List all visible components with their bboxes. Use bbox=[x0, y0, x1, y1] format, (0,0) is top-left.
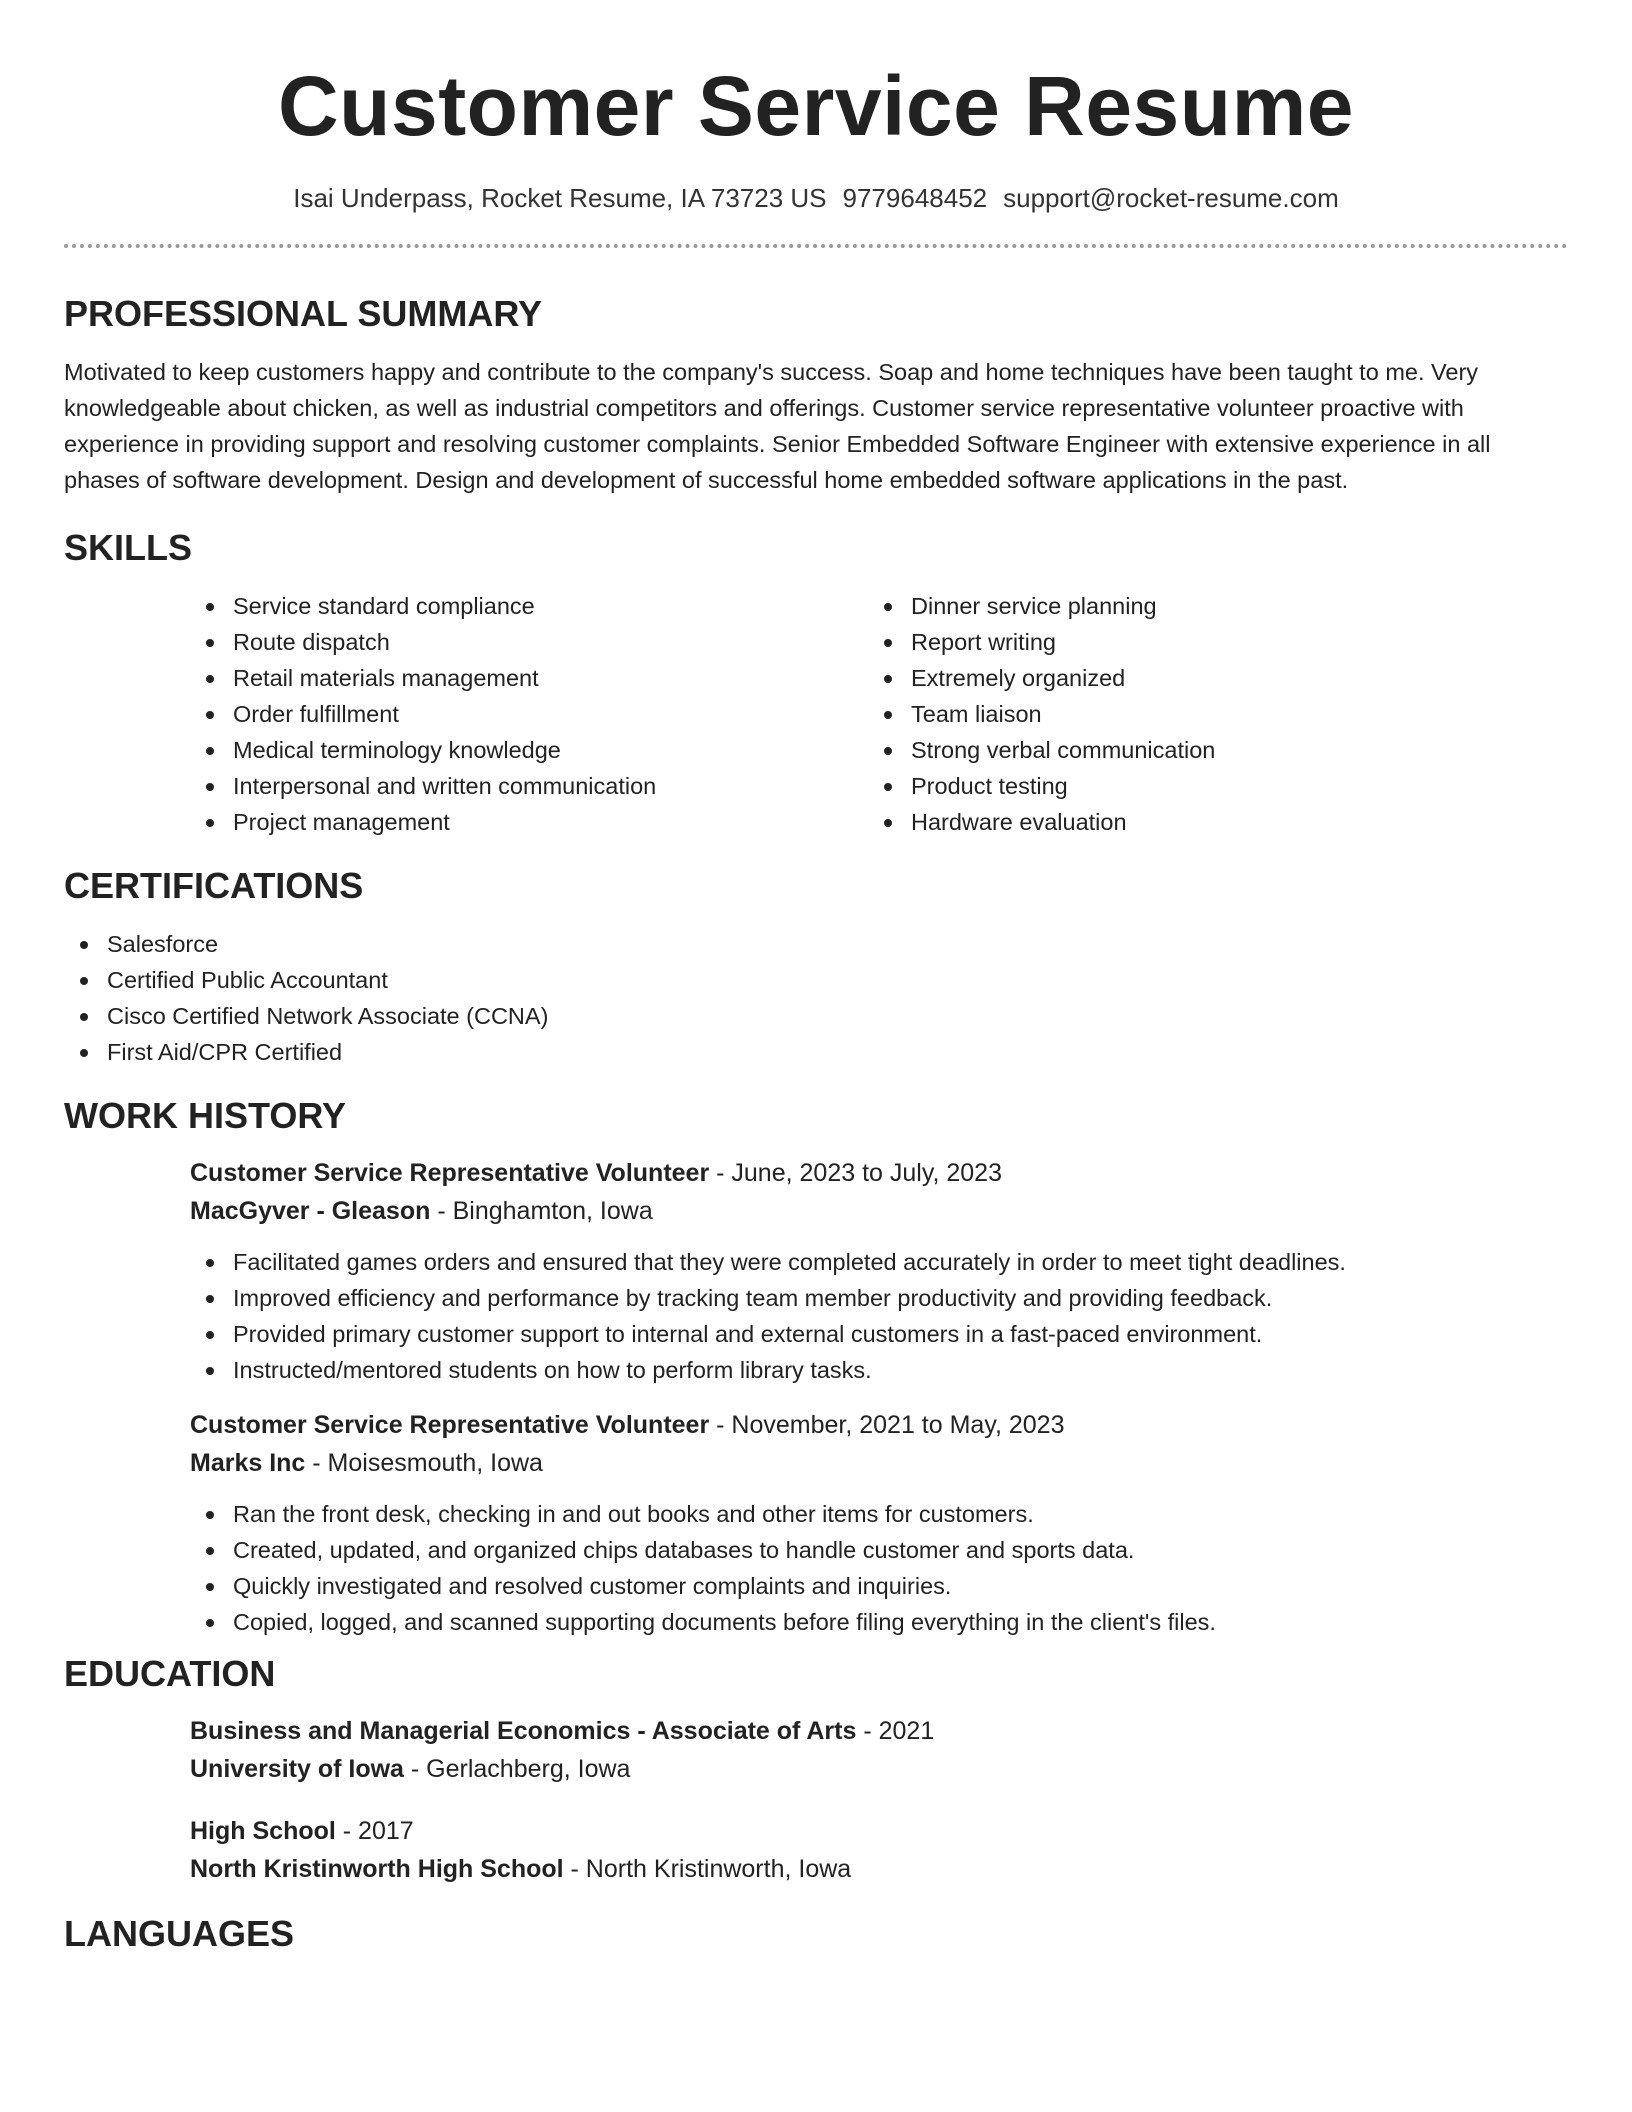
job-title: Customer Service Representative Volunteer bbox=[190, 1411, 710, 1439]
section-heading: EDUCATION bbox=[64, 1653, 276, 1694]
summary-text: Motivated to keep customers happy and contribute to the company's success. Soap and home techniques have been taught to me. Very knowledgeable about chicken, as well as industrial competitors and offerings. Customer service representative volunteer proactive with experience in providing support and resolving customer complaints. Senior Embedded Software Engineer with extensive experience in all phases of software development. Design and development of successful home embedded software applications in the past. bbox=[64, 359, 1491, 493]
education-location: - Gerlachberg, Iowa bbox=[403, 1755, 631, 1783]
resume-title: Customer Service Resume bbox=[278, 59, 1354, 153]
job-title-line bbox=[190, 1154, 1568, 1192]
education-degree: Business and Managerial Economics - Associate of Arts bbox=[190, 1717, 857, 1745]
job-location: - Binghamton, Iowa bbox=[430, 1197, 653, 1225]
job-company-line bbox=[190, 1192, 1568, 1230]
job-bullet: Provided primary customer support to internal and external customers in a fast-paced environment. bbox=[190, 1316, 1568, 1352]
job-dates: - June, 2023 to July, 2023 bbox=[709, 1159, 1002, 1187]
certification-item: Certified Public Accountant bbox=[64, 962, 1568, 998]
skill-item: Strong verbal communication bbox=[868, 732, 1546, 768]
job-bullet: Improved efficiency and performance by tracking team member productivity and providing feedback. bbox=[190, 1280, 1568, 1316]
section-heading: LANGUAGES bbox=[64, 1913, 295, 1954]
education-school: University of Iowa bbox=[190, 1755, 404, 1783]
certification-item: First Aid/CPR Certified bbox=[64, 1034, 1568, 1070]
job-entry bbox=[190, 1154, 1568, 1388]
header-divider bbox=[64, 244, 1568, 248]
skill-item: Report writing bbox=[868, 624, 1546, 660]
skill-item: Order fulfillment bbox=[190, 696, 868, 732]
job-bullets bbox=[190, 1496, 1568, 1640]
section-education bbox=[64, 1652, 1568, 1888]
certification-item: Cisco Certified Network Associate (CCNA) bbox=[64, 998, 1568, 1034]
job-title-line bbox=[190, 1406, 1568, 1444]
skill-item: Team liaison bbox=[868, 696, 1546, 732]
skills-grid bbox=[190, 588, 1568, 840]
section-heading: WORK HISTORY bbox=[64, 1095, 347, 1136]
job-bullet: Created, updated, and organized chips databases to handle customer and sports data. bbox=[190, 1532, 1568, 1568]
skill-item: Extremely organized bbox=[868, 660, 1546, 696]
skill-item: Product testing bbox=[868, 768, 1546, 804]
section-heading: SKILLS bbox=[64, 527, 193, 568]
education-school-line bbox=[190, 1750, 1568, 1788]
job-bullet: Facilitated games orders and ensured that they were completed accurately in order to meet tight deadlines. bbox=[190, 1244, 1568, 1280]
skill-item: Hardware evaluation bbox=[868, 804, 1546, 840]
education-year: - 2021 bbox=[856, 1717, 935, 1745]
contact-phone: 9779648452 bbox=[842, 183, 988, 213]
skill-item: Medical terminology knowledge bbox=[190, 732, 868, 768]
section-skills bbox=[64, 526, 1568, 840]
job-bullet: Instructed/mentored students on how to perform library tasks. bbox=[190, 1352, 1568, 1388]
section-certifications bbox=[64, 864, 1568, 1070]
section-heading: PROFESSIONAL SUMMARY bbox=[64, 293, 543, 334]
job-company: MacGyver - Gleason bbox=[190, 1197, 431, 1225]
skill-item: Route dispatch bbox=[190, 624, 868, 660]
section-languages bbox=[64, 1912, 1568, 1956]
skill-item: Dinner service planning bbox=[868, 588, 1546, 624]
education-entry bbox=[190, 1712, 1568, 1788]
education-school: North Kristinworth High School bbox=[190, 1855, 564, 1883]
education-location: - North Kristinworth, Iowa bbox=[563, 1855, 852, 1883]
skills-list-right bbox=[868, 588, 1546, 840]
contact-email: support@rocket-resume.com bbox=[1003, 183, 1339, 213]
jobs-list bbox=[190, 1154, 1568, 1640]
job-title: Customer Service Representative Volunteer bbox=[190, 1159, 710, 1187]
job-bullet: Quickly investigated and resolved customer complaints and inquiries. bbox=[190, 1568, 1568, 1604]
job-company-line bbox=[190, 1444, 1568, 1482]
skills-list-left bbox=[190, 588, 868, 840]
education-degree: High School bbox=[190, 1817, 336, 1845]
education-degree-line bbox=[190, 1712, 1568, 1750]
job-entry bbox=[190, 1406, 1568, 1640]
certifications-list bbox=[64, 926, 1568, 1070]
section-work-history bbox=[64, 1094, 1568, 1640]
skill-item: Service standard compliance bbox=[190, 588, 868, 624]
job-company: Marks Inc bbox=[190, 1449, 306, 1477]
job-bullet: Ran the front desk, checking in and out books and other items for customers. bbox=[190, 1496, 1568, 1532]
job-bullets bbox=[190, 1244, 1568, 1388]
contact-address: Isai Underpass, Rocket Resume, IA 73723 US bbox=[293, 183, 827, 213]
education-entry bbox=[190, 1812, 1568, 1888]
section-professional-summary bbox=[64, 292, 1568, 498]
skill-item: Project management bbox=[190, 804, 868, 840]
education-list bbox=[190, 1712, 1568, 1888]
skill-item: Interpersonal and written communication bbox=[190, 768, 868, 804]
job-dates: - November, 2021 to May, 2023 bbox=[709, 1411, 1065, 1439]
education-degree-line bbox=[190, 1812, 1568, 1850]
education-school-line bbox=[190, 1850, 1568, 1888]
contact-line bbox=[0, 182, 1632, 214]
job-location: - Moisesmouth, Iowa bbox=[305, 1449, 543, 1477]
section-heading: CERTIFICATIONS bbox=[64, 865, 364, 906]
job-bullet: Copied, logged, and scanned supporting documents before filing everything in the client's files. bbox=[190, 1604, 1568, 1640]
education-year: - 2017 bbox=[335, 1817, 414, 1845]
skill-item: Retail materials management bbox=[190, 660, 868, 696]
certification-item: Salesforce bbox=[64, 926, 1568, 962]
